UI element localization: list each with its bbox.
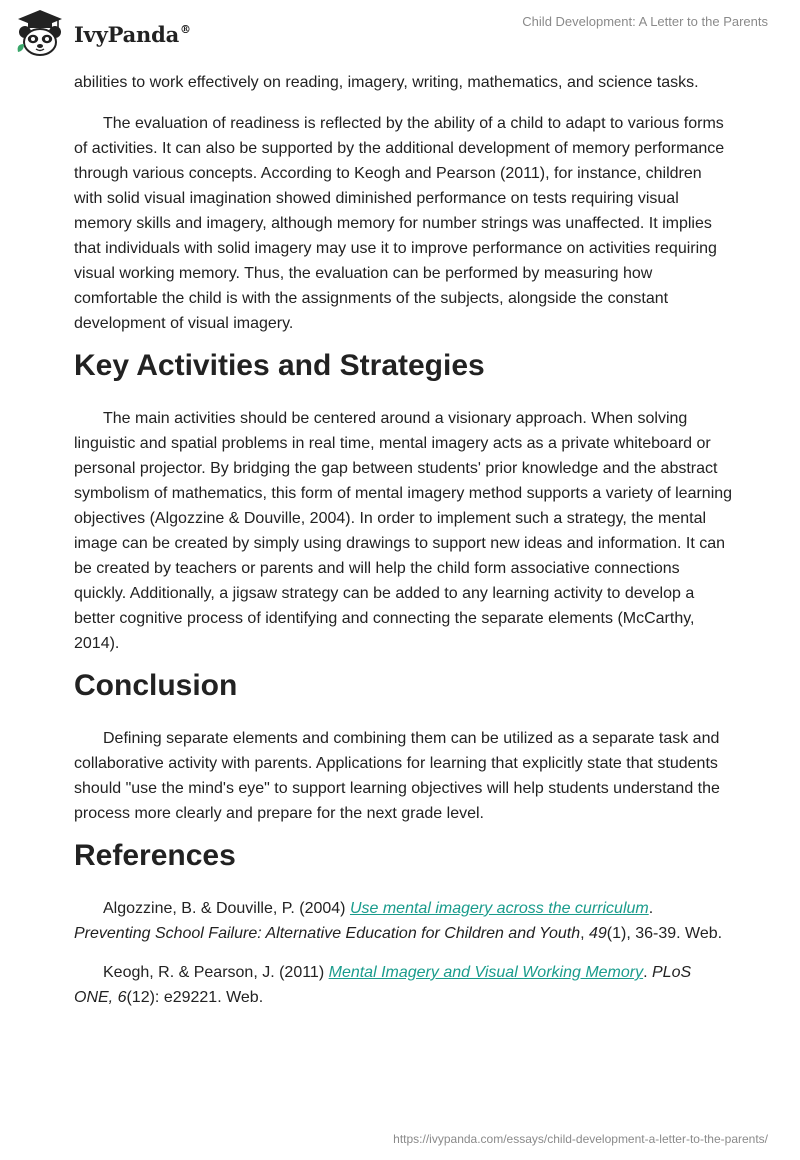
reference-issue-pages: (1), 36-39. Web. [606,925,723,942]
reference-link[interactable]: Use mental imagery across the curriculum [349,900,649,917]
footer-url[interactable]: https://ivypanda.com/essays/child-development-a-letter-to-the-parents/ [393,1132,768,1146]
brand-name: IvyPanda® [74,21,191,47]
reference-authors: Keogh, R. & Pearson, J. (2011) [103,964,329,981]
registered-mark: ® [180,22,191,36]
reference-journal: Preventing School Failure: Alternative Education for Children and Youth [74,925,581,942]
reference-item [74,896,734,946]
reference-punct: . [648,900,654,917]
conclusion-paragraph: Defining separate elements and combining them can be utilized as a separate task and collaborative activity with parents. Applications for learning that explicitly state that students should "use the mind's eye" to support learning objectives will help students understand the process more clearly and prepare for the next grade level. [74,730,720,822]
article-content [74,70,734,1024]
reference-link[interactable]: Mental Imagery and Visual Working Memory [328,964,644,981]
intro-fragment: abilities to work effectively on reading, imagery, writing, mathematics, and science tasks. [74,74,699,91]
key-activities-heading: Key Activities and Strategies [74,349,485,382]
reference-volume: 49 [588,925,607,942]
reference-sep: , [580,925,589,942]
page-header [0,0,800,70]
document-title: Child Development: A Letter to the Parents [522,14,768,29]
reference-issue-pages: (12): e29221. Web. [126,989,264,1006]
reference-authors: Algozzine, B. & Douville, P. (2004) [103,900,350,917]
ivypanda-logo[interactable] [14,8,194,58]
panda-graduate-icon [14,8,66,58]
reference-punct: . [643,964,652,981]
references-heading: References [74,839,236,872]
key-activities-paragraph: The main activities should be centered around a visionary approach. When solving linguistic and spatial problems in real time, mental imagery acts as a private whiteboard or personal projector. By bridging the gap between students' prior knowledge and the abstract symbolism of mathematics, this form of mental imagery method supports a variety of learning objectives (Algozzine & Douville, 2004). In order to implement such a strategy, the mental image can be created by simply using drawings to support new ideas and information. It can be created by teachers or parents and will help the child form associative connections quickly. Additionally, a jigsaw strategy can be added to any learning activity to develop a better cognitive process of identifying and connecting the separate elements (McCarthy, 2014). [74,410,733,652]
conclusion-heading: Conclusion [74,669,238,702]
readiness-paragraph: The evaluation of readiness is reflected by the ability of a child to adapt to various forms of activities. It can also be supported by the additional development of memory performance through various concepts. According to Keogh and Pearson (2011), for instance, children with solid visual imagination showed diminished performance on tests requiring visual memory skills and imagery, although memory for number strings was unaffected. It implies that individuals with solid imagery may use it to improve performance on activities requiring visual working memory. Thus, the evaluation can be performed by measuring how comfortable the child is with the assignments of the subjects, alongside the constant development of visual imagery. [74,115,725,332]
reference-volume: 6 [117,989,127,1006]
reference-item [74,960,734,1010]
reference-journal: PLoS ONE, [74,964,692,1006]
